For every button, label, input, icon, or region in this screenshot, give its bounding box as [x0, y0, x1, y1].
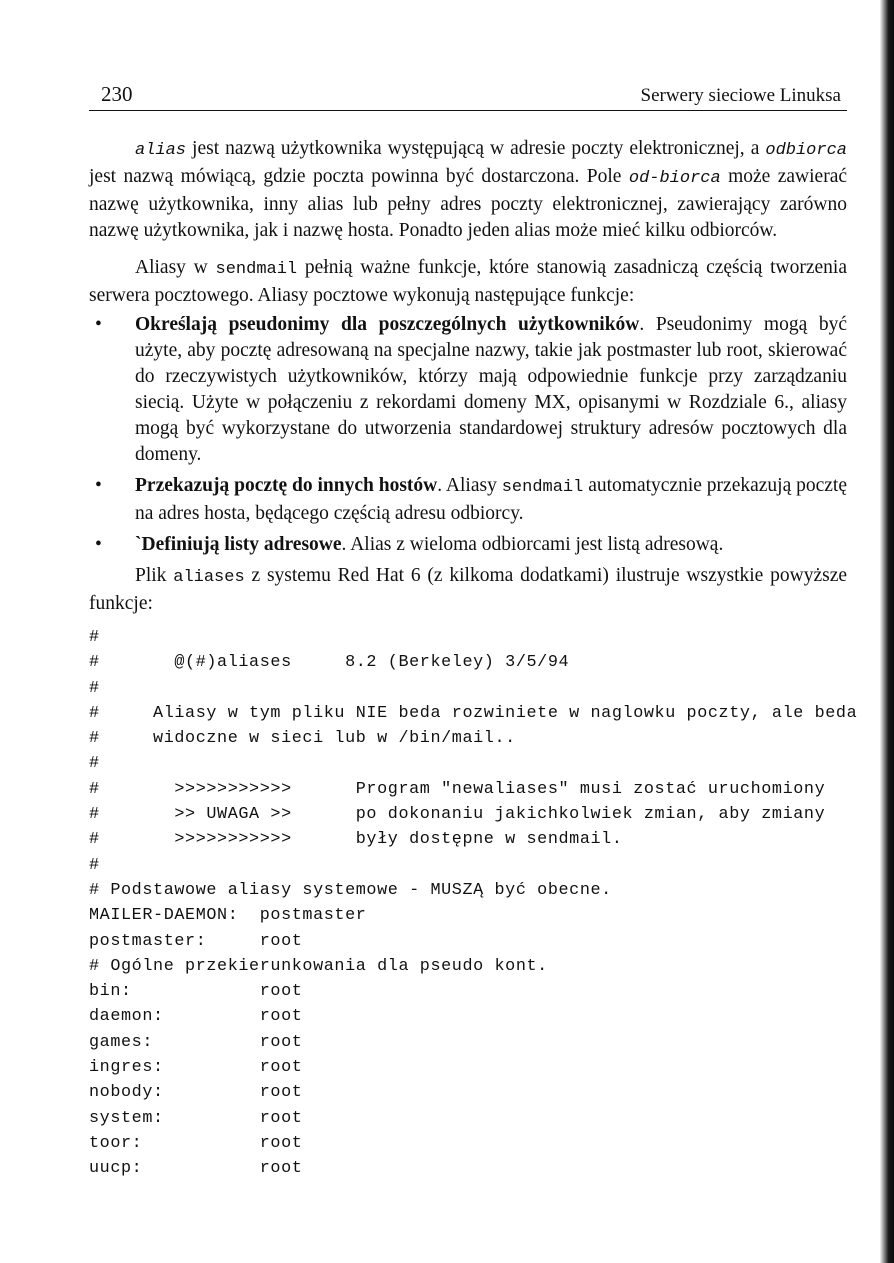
bullet-icon: • — [95, 534, 102, 555]
code-line: toor: root — [89, 1133, 303, 1153]
code-line: # widoczne w sieci lub w /bin/mail.. — [89, 729, 516, 749]
page-body — [89, 136, 858, 1182]
paragraph-text: jest nazwą użytkownika występującą w adresie poczty elektronicznej, a — [186, 138, 766, 159]
code-line: # @(#)aliases 8.2 (Berkeley) 3/5/94 — [89, 653, 570, 673]
list-item-text: automatycznie przekazują pocztę na adres hosta, będącego częścią adresu odbiorcy. — [135, 475, 847, 524]
code-line: # — [89, 628, 100, 647]
code-line: # Aliasy w tym pliku NIE beda rozwiniete w naglowku poczty, ale beda — [89, 703, 858, 723]
paragraph-text: Plik — [135, 565, 174, 586]
code-line: games: root — [89, 1032, 303, 1052]
code-aliases: aliases — [173, 568, 245, 587]
paragraph-text: jest nazwą mówiącą, gdzie poczta powinna być dostarczona. Pole — [89, 166, 629, 187]
page-edge-shadow — [880, 0, 894, 1263]
code-line: ingres: root — [89, 1058, 303, 1078]
list-item-heading: `Definiują listy adresowe — [135, 534, 342, 555]
list-item — [89, 473, 847, 527]
code-line: postmaster: root — [89, 931, 303, 951]
bullet-icon: • — [95, 314, 102, 335]
term-odbiorca-field: od-biorca — [628, 169, 721, 188]
code-line: # >> UWAGA >> po dokonaniu jakichkolwiek zmian, aby zmiany — [89, 805, 826, 825]
list-item-text: . Aliasy — [437, 475, 502, 496]
code-sendmail: sendmail — [501, 478, 584, 497]
code-sendmail: sendmail — [215, 260, 298, 279]
page-header — [89, 82, 847, 111]
list-item-text: . Pseudonimy mogą być użyte, aby pocztę adresowaną na specjalne nazwy, takie jak postmaster lub root, skierować do rzeczywistych użytkowników, którzy mają odpowiednie funkcje przy zarządzaniu siecią. Użyte w połączeniu z rekordami domeny MX, opisanymi w Rozdziale 6., aliasy mogą być wykorzystane do utworzenia standardowej struktury adresów pocztowych dla domeny. — [135, 314, 847, 465]
list-item-text: . Alias z wieloma odbiorcami jest listą adresową. — [341, 534, 724, 555]
term-odbiorca: odbiorca — [765, 141, 847, 160]
list-item-heading: Przekazują pocztę do innych hostów — [135, 475, 438, 496]
paragraph-aliases-file — [89, 563, 847, 617]
functions-list — [89, 312, 847, 558]
code-line: bin: root — [89, 982, 303, 1002]
code-line: uucp: root — [89, 1159, 303, 1179]
code-line: # >>>>>>>>>>> Program "newaliases" musi zostać uruchomiony — [89, 779, 826, 799]
code-line: # — [89, 754, 100, 774]
code-line: # Podstawowe aliasy systemowe - MUSZĄ być obecne. — [89, 880, 612, 900]
paragraph-text: pełnią ważne funkcje, które stanowią zasadniczą częścią tworzenia serwera pocztowego. Aliasy pocztowe wykonują następujące funkcje: — [89, 257, 847, 306]
running-title: Serwery sieciowe Linuksa — [640, 85, 841, 106]
code-line: # — [89, 678, 100, 698]
bullet-icon: • — [95, 475, 102, 496]
paragraph-text: Aliasy w — [135, 257, 216, 278]
code-line: # >>>>>>>>>>> były dostępne w sendmail. — [89, 830, 623, 850]
paragraph-text: może zawierać nazwę użytkownika, inny alias lub pełny adres poczty elektronicznej, zawierający zarówno nazwę użytkownika, jak i nazwę hosta. Ponadto jeden alias może mieć kilku odbiorców. — [89, 166, 848, 241]
code-line: daemon: root — [89, 1007, 303, 1027]
list-item — [89, 312, 847, 468]
paragraph-text: z systemu Red Hat 6 (z kilkoma dodatkami) ilustruje wszystkie powyższe funkcje: — [89, 565, 848, 614]
term-alias: alias — [135, 141, 187, 160]
code-line: # — [89, 855, 100, 875]
paragraph-alias-definition — [89, 136, 847, 244]
code-line: nobody: root — [89, 1083, 303, 1103]
paragraph-alias-functions — [89, 255, 847, 309]
list-item — [89, 532, 847, 558]
page-number: 230 — [101, 82, 133, 106]
code-line: MAILER-DAEMON: postmaster — [89, 906, 367, 926]
list-item-heading: Określają pseudonimy dla poszczególnych użytkowników — [135, 314, 640, 335]
code-line: system: root — [89, 1108, 303, 1128]
code-line: # Ogólne przekierunkowania dla pseudo kont. — [89, 956, 548, 976]
code-listing-aliases — [89, 625, 858, 1182]
